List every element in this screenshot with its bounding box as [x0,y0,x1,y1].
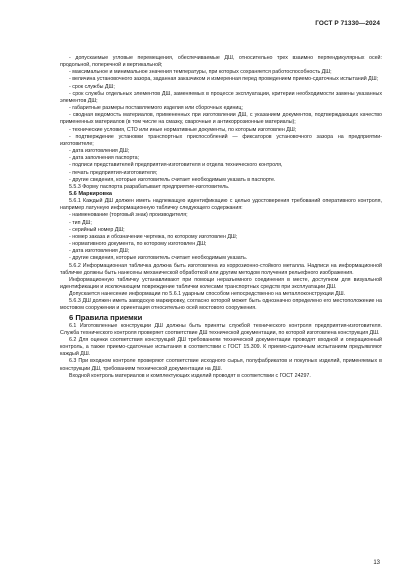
paragraph: 5.6.1 Каждый ДШ должен иметь надлежащую идентификацию с целью удостоверения требований оперативного контроля, например латунную информационную табличку следующего содержания: [60,198,382,212]
list-item: - другие сведения, которые изготовитель считает необходимым указать в паспорте. [69,176,276,183]
list-item: - тип ДШ; [69,219,92,226]
marking-section [60,198,382,313]
list-item: - срок службы отдельных элементов ДШ, заменяемых в процессе эксплуатации, критерии необходимости замены указанных элементов ДШ; [60,90,382,104]
paragraph: 6.2 Для оценки соответствия конструкций ДШ требованиям технической документации проводят входной и операционный контроль, а также приемо-сдаточные испытания в соответствии с ГОСТ 15.309. К приемо-сдаточным испытаниям предъявляют каждый ДШ. [60,336,382,358]
section-heading-acceptance: 6 Правила приемки [69,312,143,322]
paragraph: Допускается нанесение информации по 5.6.1 ударным способом непосредственно на металлоконструкции ДШ. [69,291,346,298]
page-number: 13 [373,560,380,566]
paragraph: 6.1 Изготовленные конструкции ДШ должны быть приняты службой технического контроля предприятия-изготовителя. Служба технического контроля проверяет соответствие ДШ технической документации, по которой изготовлена конструкция ДШ. [60,322,382,336]
list-item: - нормативного документа, по которому изготовлен ДШ; [69,241,207,248]
list-item: - технические условия, СТО или иные нормативные документы, по которым изготовлен ДШ; [69,126,297,133]
list-item: - величина установочного зазора, заданная заказчиком и измеренная перед проведением приемо-сдаточных испытаний ДШ; [69,76,379,83]
document-body [60,55,382,380]
list-item: - серийный номер ДШ; [69,226,125,233]
paragraph: 5.6.2 Информационная табличка должна быть изготовлена из коррозионно-стойкого металла. Надписи на информационной табличке должны быть нанесены механической обработкой или другим методом получения рельефного изображения. [60,262,382,276]
list-item: - сводная ведомость материалов, примененных при изготовлении ДШ, с указанием документов, подтверждающих качество примененных материалов (в том числе на смазку, сварочные и антикоррозионные материалы); [60,112,382,126]
list-item: - наименование (торговый знак) производителя; [69,212,188,219]
paragraph: Входной контроль материалов и комплектующих изделий проводят в соответствии с ГОСТ 24297. [69,372,311,379]
paragraph: 5.5.3 Форму паспорта разрабатывает предприятие-изготовитель. [69,183,230,190]
paragraph: 6.3 При входном контроле проверяют соответствие исходного сырья, полуфабрикатов и покупных изделий, применяемых в конструкции ДШ, требованиям технической документации на ДШ. [60,358,382,372]
list-item: - печать предприятия-изготовителя; [69,169,158,176]
paragraph: Информационную табличку устанавливают при помощи неразъемного соединения в месте, доступном для визуальной идентификации и исключающем повреждение таблички колесами транспортных средств при эксплуатации ДШ. [60,276,382,290]
acceptance-section [60,323,382,380]
list-item: - максимальное и минимальное значения температуры, при которых сохраняется работоспособность ДШ; [69,69,332,76]
list-item: - дата заполнения паспорта; [69,155,140,162]
passport-contents-list [60,55,382,191]
list-item: - подписи представителей предприятия-изготовителя и отдела технического контроля, [69,162,283,169]
standard-designation: ГОСТ Р 71330—2024 [315,20,380,27]
list-item: - другие сведения, которые изготовитель считает необходимым указать. [69,255,248,262]
list-item: - дата изготовления ДШ; [69,148,130,155]
list-item: - номер заказа и обозначение чертежа, по которому изготовлен ДШ; [69,233,238,240]
list-item: - габаритные размеры поставляемого изделия или сборочных единиц; [69,105,243,112]
list-item: - допускаемые угловые перемещения, обеспечиваемые ДШ, относительно трех взаимно перпендикулярных осей: продольной, поперечной и вертикальной; [60,55,382,69]
list-item: - подтверждение установки транспортных приспособлений — фиксаторов установочного зазора на предприятии-изготовителе; [60,133,382,147]
list-item: - срок службы ДШ; [69,83,115,90]
list-item: - дата изготовления ДШ; [69,248,130,255]
paragraph: 5.6.3 ДШ должен иметь заводскую маркировку, согласно которой может быть однозначно определено его местоположение на мостовом сооружении и ориентация относительно осей мостового сооружения. [60,298,382,312]
section-heading-marking: 5.6 Маркировка [69,190,113,197]
